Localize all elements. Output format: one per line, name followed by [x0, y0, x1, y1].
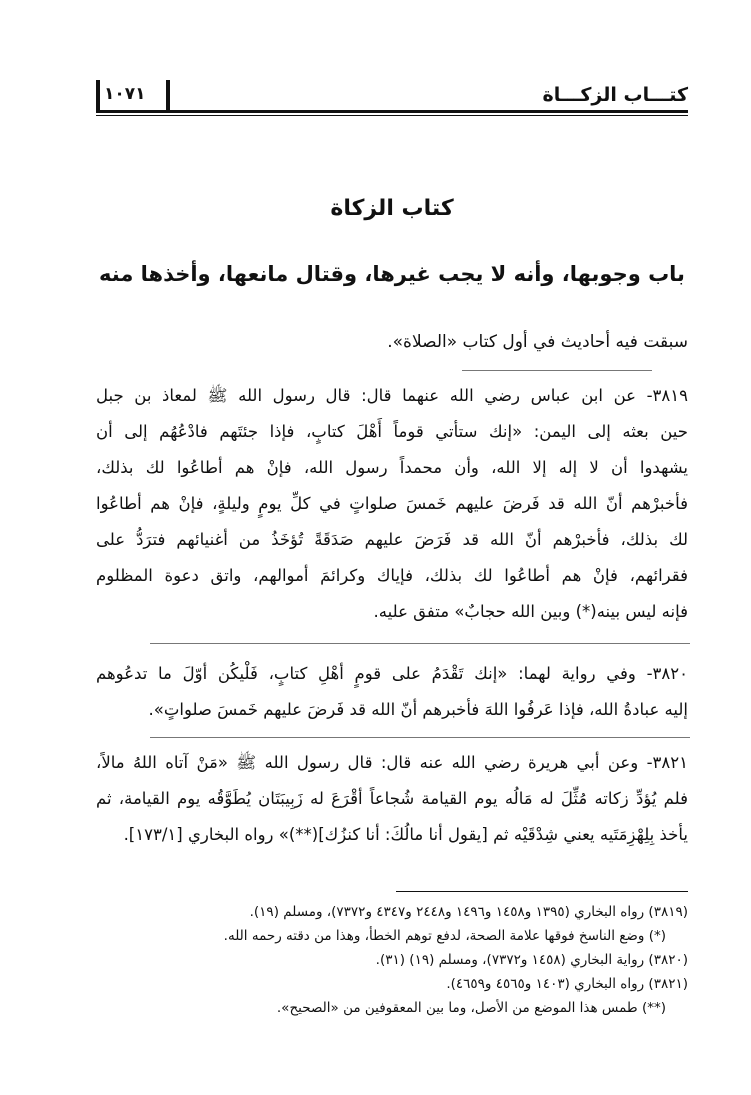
text-line: ٣٨١٩- عن ابن عباس رضي الله عنهما قال: قال رسول الله ﷺ لمعاذ بن جبل — [96, 386, 688, 405]
header-rule-thin — [96, 115, 688, 116]
hadith-3820 — [96, 656, 688, 728]
footnote: (٣٨١٩) رواه البخاري (١٣٩٥ و١٤٥٨ و١٤٩٦ و٢٤٤٨ و٤٣٤٧ و٧٣٧٢)، ومسلم (١٩). — [249, 904, 688, 920]
text-line: فقرائهم، فإنْ هم أطاعُوا لك بذلك، فإياك وكرائمَ أموالهم، واتق دعوة المظلوم — [96, 566, 688, 585]
text-line: لك بذلك، فأخبرْهم أنّ الله قد فَرَضَ عليهم صَدَقَةً تُؤخَذُ من أغنيائهم فترَدُّ على — [96, 530, 688, 549]
text-line: فإنه ليس بينه(*) وبين الله حجابٌ» متفق عليه. — [373, 602, 688, 621]
footnote: (**) طمس هذا الموضع من الأصل، وما بين المعقوفين من «الصحيح». — [276, 1000, 666, 1016]
text-line: ٣٨٢٠- وفي رواية لهما: «إنك تَقْدَمُ على قومٍ أهْلِ كتابٍ، فَلْيكُن أوّلَ ما تدعُوهم — [96, 664, 688, 683]
hadith-3821 — [96, 745, 688, 853]
chapter-heading: باب وجوبها، وأنه لا يجب غيرها، وقتال مانعها، وأخذها منه — [99, 262, 685, 286]
hadith-3819 — [96, 378, 688, 630]
text-line: يأخذ بِلِهْزِمَتَيه يعني شِدْقَيْه ثم [يقول أنا مالُكَ: أنا كنزُك](**)» رواه البخاري [١٧٣/١]. — [123, 825, 688, 844]
footnote: (٣٨٢١) رواه البخاري (١٤٠٣ و٤٥٦٥ و٤٦٥٩). — [446, 976, 688, 992]
text-line: حين بعثه إلى اليمن: «إنك ستأتي قوماً أَهْلَ كتابٍ، فإذا جئتَهم فادْعُهُم إلى أن — [96, 422, 688, 441]
running-header — [96, 78, 688, 118]
running-header-title: كتـــاب الزكـــاة — [542, 84, 688, 106]
separator-line — [150, 643, 690, 644]
separator-line — [462, 370, 652, 371]
text-line: فلم يُؤدِّ زكاته مُثِّلَ له مَالُه يوم القيامة شُجاعاً أقْرَعَ له زَبِيبَتَان يُطَوَّقُه يوم القيامة، ثم — [96, 789, 688, 808]
book-title: كتاب الزكاة — [330, 196, 454, 221]
footnote-rule — [396, 891, 688, 892]
separator-line — [150, 737, 690, 738]
footnote: (٣٨٢٠) رواية البخاري (١٤٥٨ و٧٣٧٢)، ومسلم (١٩) (٣١). — [375, 952, 688, 968]
header-rule — [96, 110, 688, 113]
text-line: ٣٨٢١- وعن أبي هريرة رضي الله عنه قال: قال رسول الله ﷺ «مَنْ آتاه اللهُ مالاً، — [96, 753, 688, 772]
intro-line: سبقت فيه أحاديث في أول كتاب «الصلاة». — [387, 332, 688, 352]
text-line: إليه عبادةُ الله، فإذا عَرفُوا اللهَ فأخبرهم أنّ الله قد فَرضَ عليهم خَمسَ صلواتٍ». — [148, 700, 688, 719]
footnote: (*) وضع الناسخ فوقها علامة الصحة، لدفع توهم الخطأ، وهذا من دقته رحمه الله. — [223, 928, 666, 944]
text-line: يشهدوا أن لا إله إلا الله، وأن محمداً رسول الله، فإنْ هم أطاعُوا لك بذلك، — [96, 458, 688, 477]
text-line: فأخبرْهم أنّ الله قد فَرضَ عليهم خَمسَ صلواتٍ في كلِّ يومٍ وليلةٍ، فإنْ هم أطاعُوا — [96, 494, 688, 513]
footnotes — [96, 900, 688, 1020]
page-number: ١٠٧١ — [104, 84, 146, 104]
